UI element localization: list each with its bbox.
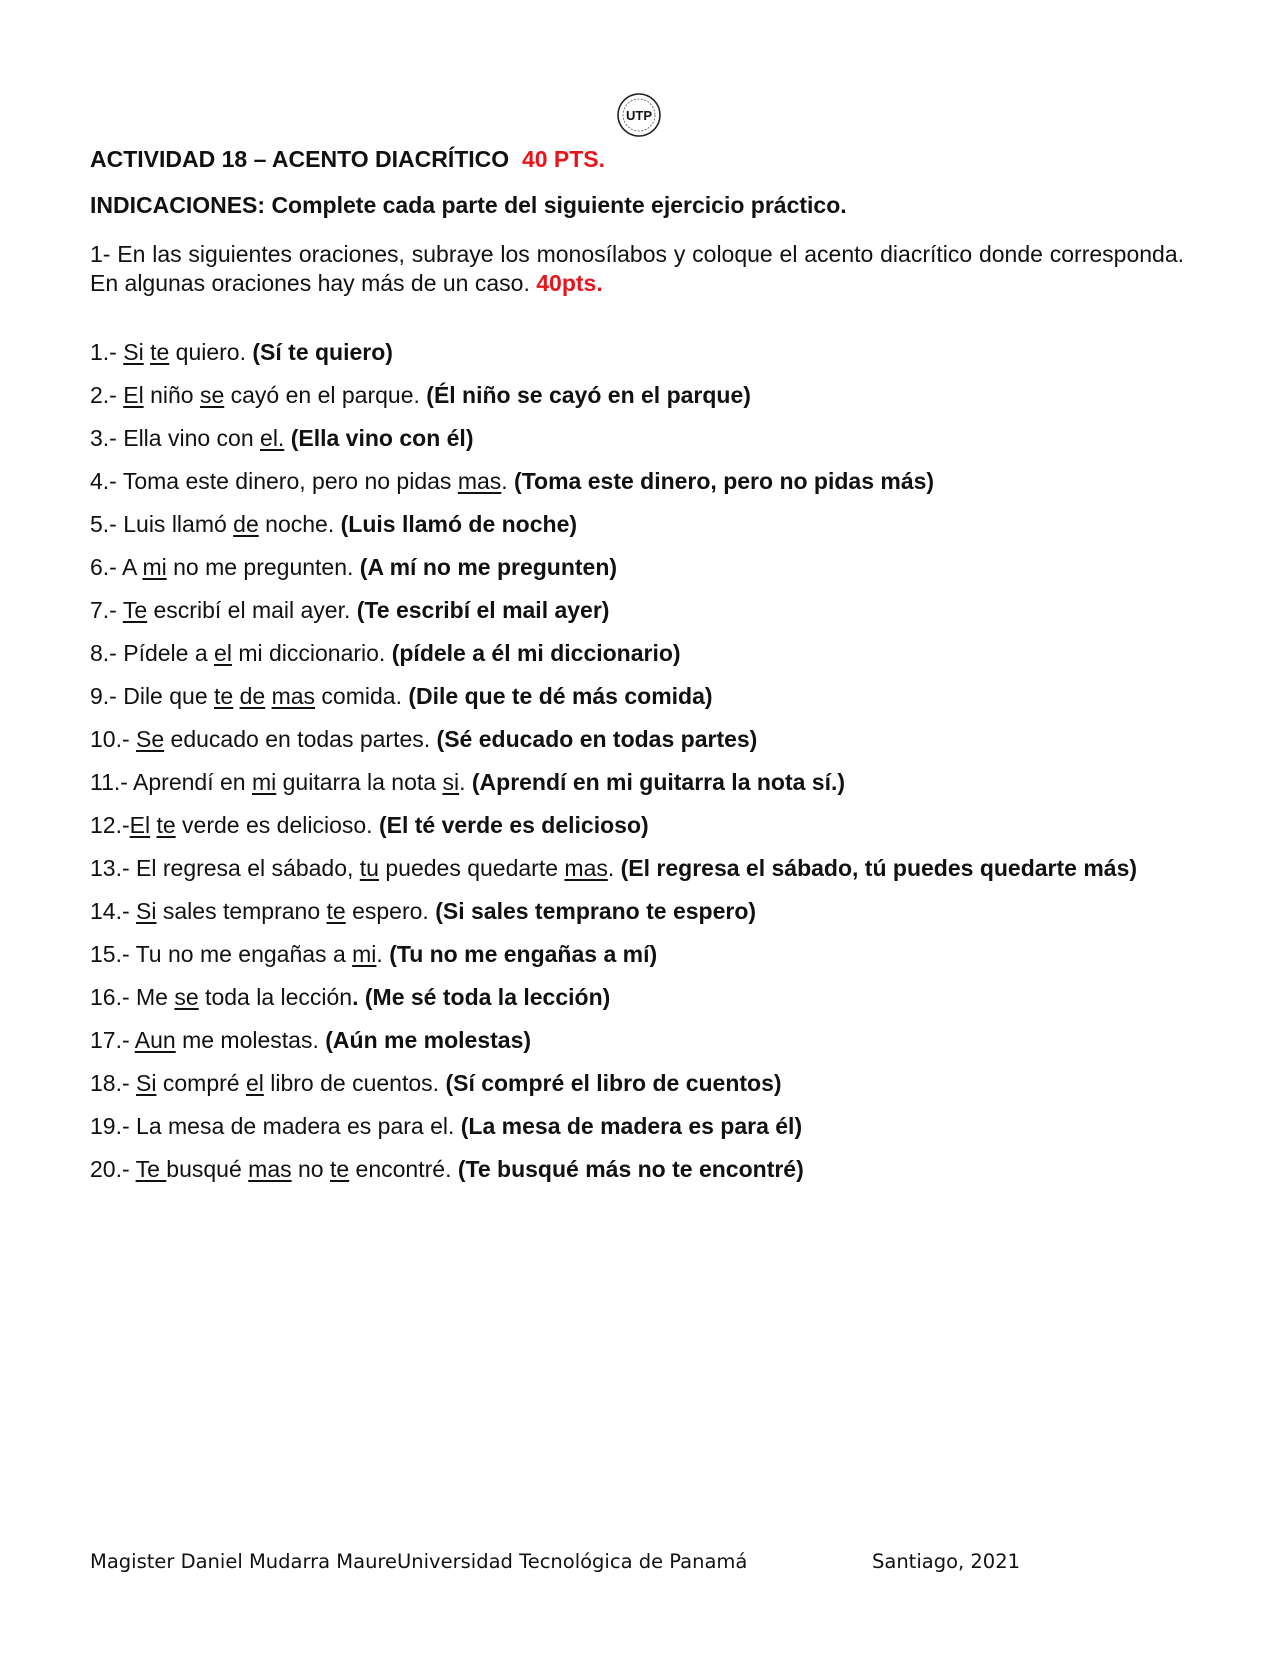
corrected-sentence: (Te busqué más no te encontré)	[457, 1156, 804, 1182]
underlined-word: Se	[136, 726, 165, 752]
sentence-item	[90, 804, 1184, 847]
sentence-text: 1.-	[90, 339, 124, 365]
sentence-text: 4.- Toma este dinero, pero no pidas	[90, 468, 458, 494]
sentence-text: 14.-	[90, 898, 137, 924]
sentence-text: guitarra la nota	[276, 769, 443, 795]
underlined-word: se	[174, 984, 199, 1010]
underlined-word: el	[214, 640, 232, 666]
sentence-text: no me pregunten.	[166, 554, 360, 580]
corrected-sentence: (La mesa de madera es para él)	[460, 1113, 803, 1139]
underlined-word: te	[214, 683, 234, 709]
sentence-text: me molestas.	[175, 1027, 326, 1053]
sentence-text: 18.-	[90, 1070, 137, 1096]
sentence-text: compré	[156, 1070, 246, 1096]
sentence-item	[90, 761, 1184, 804]
underlined-word: mi	[142, 554, 167, 580]
sentence-list	[90, 331, 1184, 1191]
sentence-text: .	[376, 941, 390, 967]
university-seal-icon	[616, 92, 662, 138]
title-text: ACTIVIDAD 18 – ACENTO DIACRÍTICO	[90, 146, 510, 172]
sentence-text: puedes quedarte	[378, 855, 565, 881]
exercise-text: 1- En las siguientes oraciones, subraye los monosílabos y coloque el acento diacrítico donde corresponda. En algunas oraciones hay más de un caso.	[90, 241, 1184, 296]
sentence-text: toda la lección	[198, 984, 353, 1010]
sentence-text: 2.-	[90, 382, 124, 408]
corrected-sentence: (El té verde es delicioso)	[378, 812, 649, 838]
corrected-sentence: . (Me sé toda la lección)	[352, 984, 611, 1010]
underlined-word: Te	[122, 597, 148, 623]
sentence-text: busqué	[166, 1156, 249, 1182]
sentence-text: 20.-	[90, 1156, 136, 1182]
corrected-sentence: (Te escribí el mail ayer)	[356, 597, 610, 623]
corrected-sentence: (Tu no me engañas a mí)	[389, 941, 658, 967]
corrected-sentence: (Toma este dinero, pero no pidas más)	[514, 468, 935, 494]
title-points: 40 PTS.	[521, 146, 606, 172]
underlined-word: te	[326, 898, 346, 924]
sentence-text: 17.-	[90, 1027, 135, 1053]
underlined-word: se	[199, 382, 225, 408]
underlined-word: te	[156, 812, 176, 838]
corrected-sentence: (Sí compré el libro de cuentos)	[445, 1070, 782, 1096]
sentence-text: educado en todas partes.	[164, 726, 437, 752]
sentence-item	[90, 1148, 1184, 1191]
underlined-word: te	[329, 1156, 350, 1182]
footer-author: Magister Daniel Mudarra MaureUniversidad Tecnológica de Panamá	[90, 1550, 748, 1573]
corrected-sentence: (Él niño se cayó en el parque)	[426, 382, 751, 408]
corrected-sentence: (Dile que te dé más comida)	[408, 683, 713, 709]
sentence-item	[90, 589, 1184, 632]
sentence-text: .	[607, 855, 621, 881]
sentence-text: niño	[143, 382, 200, 408]
sentence-text: 11.- Aprendí en	[90, 769, 252, 795]
underlined-word: mi	[251, 769, 277, 795]
exercise-points: 40pts.	[536, 270, 603, 296]
sentence-item	[90, 374, 1184, 417]
sentence-text: 9.- Dile que	[90, 683, 215, 709]
sentence-text: 6.- A	[90, 554, 143, 580]
corrected-sentence: (Sé educado en todas partes)	[436, 726, 758, 752]
sentence-text: noche.	[258, 511, 341, 537]
sentence-item	[90, 718, 1184, 761]
sentence-text: sales temprano	[156, 898, 327, 924]
corrected-sentence: (Luis llamó de noche)	[340, 511, 578, 537]
sentence-text: 12.-	[90, 812, 130, 838]
corrected-sentence: (Sí te quiero)	[252, 339, 393, 365]
corrected-sentence: (Aún me molestas)	[325, 1027, 532, 1053]
sentence-text: mi diccionario.	[231, 640, 392, 666]
corrected-sentence: (pídele a él mi diccionario)	[391, 640, 681, 666]
sentence-item	[90, 331, 1184, 374]
sentence-item	[90, 1062, 1184, 1105]
underlined-word: Si	[136, 898, 157, 924]
underlined-word: mi	[352, 941, 377, 967]
sentence-text: 13.- El regresa el sábado,	[90, 855, 360, 881]
sentence-item	[90, 503, 1184, 546]
corrected-sentence: (El regresa el sábado, tú puedes quedarte más)	[620, 855, 1138, 881]
sentence-text: 8.- Pídele a	[90, 640, 215, 666]
sentence-item	[90, 460, 1184, 503]
sentence-text: verde es delicioso.	[175, 812, 379, 838]
footer-place-date: Santiago, 2021	[872, 1550, 1021, 1573]
exercise-prompt	[90, 240, 1184, 298]
sentence-item	[90, 546, 1184, 589]
corrected-sentence: (Aprendí en mi guitarra la nota sí.)	[471, 769, 846, 795]
corrected-sentence: (A mí no me pregunten)	[359, 554, 618, 580]
corrected-sentence: (Ella vino con él)	[290, 425, 474, 451]
underlined-word: Aun	[134, 1027, 176, 1053]
sentence-text: encontré.	[349, 1156, 458, 1182]
sentence-text: quiero.	[169, 339, 253, 365]
sentence-text: cayó en el parque.	[224, 382, 427, 408]
underlined-word: si	[442, 769, 460, 795]
underlined-word: el	[245, 1070, 264, 1096]
sentence-item	[90, 417, 1184, 460]
seal-text: UTP	[626, 108, 652, 123]
sentence-text: 5.- Luis llamó	[90, 511, 234, 537]
underlined-word: de	[239, 683, 266, 709]
sentence-item	[90, 632, 1184, 675]
sentence-item	[90, 847, 1184, 890]
sentence-text: 3.- Ella vino con	[90, 425, 261, 451]
sentence-item	[90, 890, 1184, 933]
sentence-text: 16.- Me	[90, 984, 175, 1010]
underlined-word: mas	[248, 1156, 292, 1182]
underlined-word: mas	[271, 683, 316, 709]
sentence-item	[90, 933, 1184, 976]
underlined-word: Te	[135, 1156, 167, 1182]
sentence-text: escribí el mail ayer.	[147, 597, 357, 623]
page-title	[90, 146, 605, 173]
underlined-word: mas	[564, 855, 608, 881]
sentence-text: comida.	[315, 683, 409, 709]
sentence-text: libro de cuentos.	[263, 1070, 446, 1096]
sentence-item	[90, 1019, 1184, 1062]
sentence-text: 15.- Tu no me engañas a	[90, 941, 353, 967]
corrected-sentence: (Si sales temprano te espero)	[435, 898, 757, 924]
underlined-word: te	[150, 339, 170, 365]
underlined-word: mas	[457, 468, 502, 494]
sentence-text: 10.-	[90, 726, 137, 752]
sentence-item	[90, 976, 1184, 1019]
sentence-text: no	[291, 1156, 330, 1182]
underlined-word: Si	[123, 339, 144, 365]
sentence-text: .	[459, 769, 472, 795]
sentence-item	[90, 1105, 1184, 1148]
underlined-word: el.	[260, 425, 285, 451]
underlined-word: El	[123, 382, 144, 408]
instructions: INDICACIONES: Complete cada parte del siguiente ejercicio práctico.	[90, 192, 847, 218]
sentence-text: 19.- La mesa de madera es para el.	[90, 1113, 461, 1139]
underlined-word: de	[233, 511, 259, 537]
sentence-text: 7.-	[90, 597, 123, 623]
sentence-text: espero.	[345, 898, 436, 924]
underlined-word: tu	[359, 855, 379, 881]
sentence-item	[90, 675, 1184, 718]
sentence-text: .	[501, 468, 515, 494]
underlined-word: El	[129, 812, 151, 838]
underlined-word: Si	[136, 1070, 157, 1096]
